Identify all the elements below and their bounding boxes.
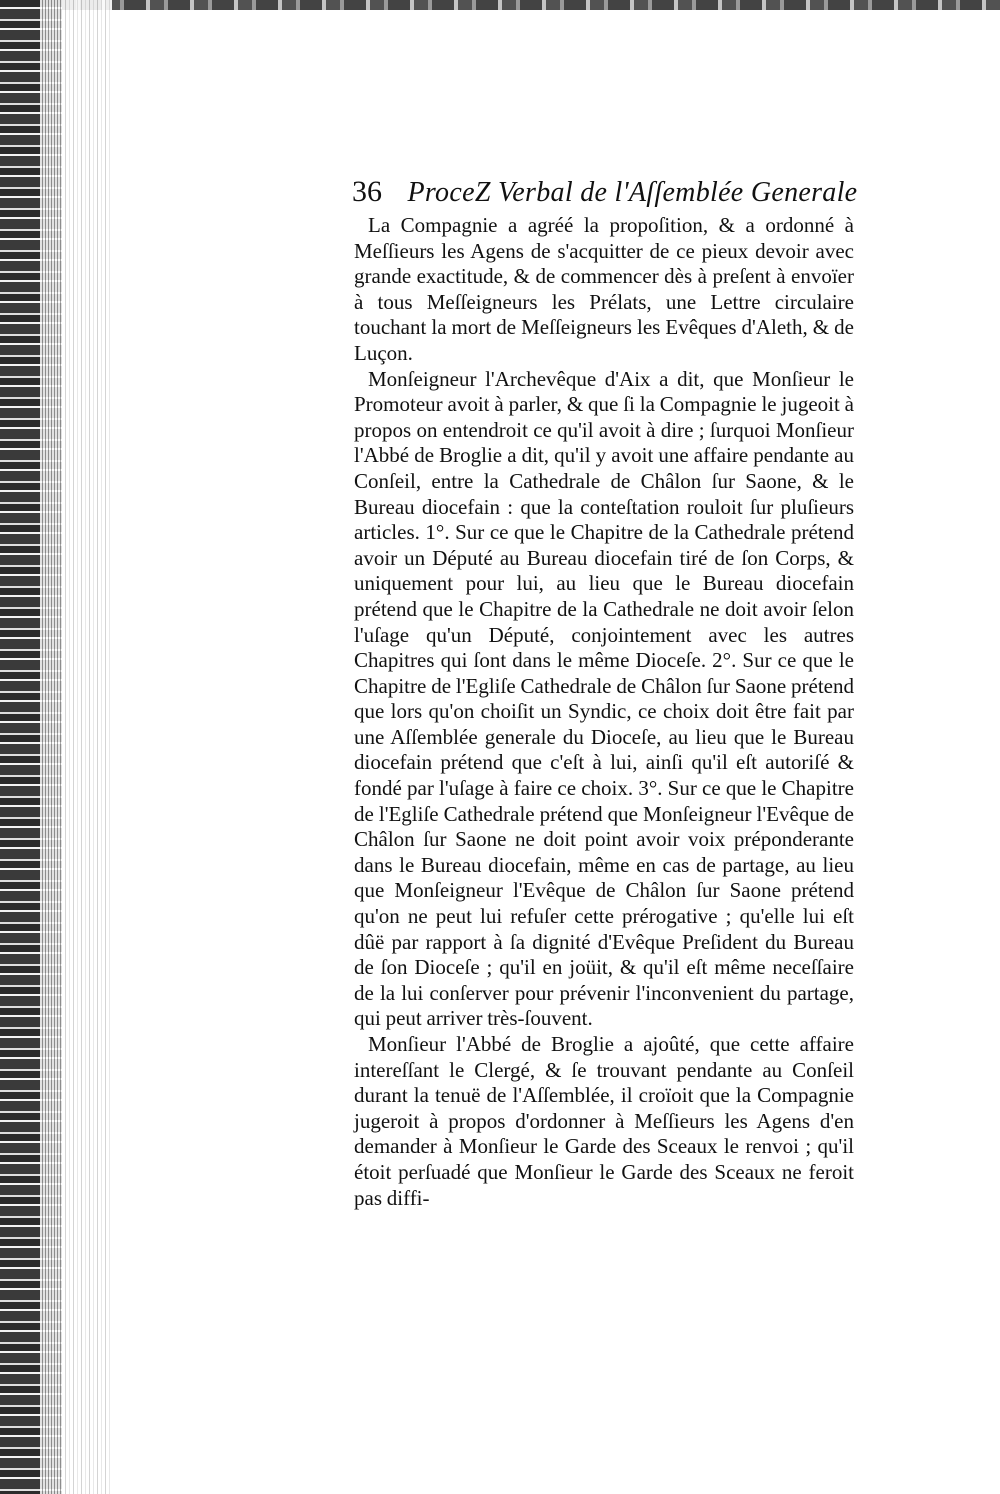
stacked-page-edges (62, 0, 112, 1494)
page-header (352, 170, 858, 214)
running-title: ProceZ Verbal de l'Aſſemblée Generale (407, 177, 858, 208)
body-text (354, 213, 854, 1211)
paragraph: Monſeigneur l'Archevêque d'Aix a dit, que Monſieur le Promoteur avoit à parler, & que ſi la Compagnie le jugeoit à propos on entendroit ce qu'il avoit à dire ; ſurquoi Monſieur l'Abbé de Broglie a dit, qu'il y avoit une affaire pendante au Conſeil, entre la Cathedrale de Châlon ſur Saone, & le Bureau diocefain : que la conteſtation rouloit ſur pluſieurs articles. 1°. Sur ce que le Chapitre de la Cathedrale prétend avoir un Député au Bureau diocefain tiré de ſon Corps, & uniquement pour lui, au lieu que le Bureau diocefain prétend que le Chapitre de la Cathedrale ne doit avoir ſelon l'uſage qu'un Député, conjointement avec les autres Chapitres qui ſont dans le même Dioceſe. 2°. Sur ce que le Chapitre de l'Egliſe Cathedrale de Châlon ſur Saone prétend que lors qu'on choiſit un Syndic, ce choix doit être fait par une Aſſemblée generale du Dioceſe, au lieu que le Bureau diocefain prétend que c'eſt à lui, ainſi qu'il eſt autoriſé & fondé par l'uſage à faire ce choix. 3°. Sur ce que le Chapitre de l'Egliſe Cathedrale prétend que Monſeigneur l'Evêque de Châlon ſur Saone ne doit point avoir voix préponderante dans le Bureau diocefain, même en cas de partage, au lieu que Monſeigneur l'Evêque de Châlon ſur Saone prétend qu'on ne peut lui refuſer cette prérogative ; qu'elle lui eſt dûë par rapport à ſa dignité d'Evêque Preſident du Bureau de ſon Dioceſe ; qu'il en joüit, & qu'il eſt même neceſſaire de la lui conſerver pour prévenir l'inconvenient du partage, qui peut arriver très-ſouvent. (354, 366, 854, 1031)
binding-inner-edge (40, 0, 62, 1494)
paragraph: La Compagnie a agréé la propoſition, & a ordonné à Meſſieurs les Agens de s'acquitter de ce pieux devoir avec grande exactitude, & de commencer dès à preſent à envoïer à tous Meſſeigneurs les Prélats, une Lettre circulaire touchant la mort de Meſſeigneurs les Evêques d'Aleth, & de Luçon. (354, 213, 854, 365)
page-number: 36 (352, 175, 382, 208)
scan-top-edge (62, 0, 1000, 10)
paragraph: Monſieur l'Abbé de Broglie a ajoûté, que cette affaire intereſſant le Clergé, & ſe trouvant pendante au Conſeil durant la tenuë de l'Aſſemblée, il croïoit que la Compagnie jugeroit à propos d'ordonner à Meſſieurs les Agens d'en demander à Monſieur le Garde des Sceaux le renvoi ; qu'il étoit perſuadé que Monſieur le Garde des Sceaux ne feroit pas diffi- (354, 1032, 854, 1210)
